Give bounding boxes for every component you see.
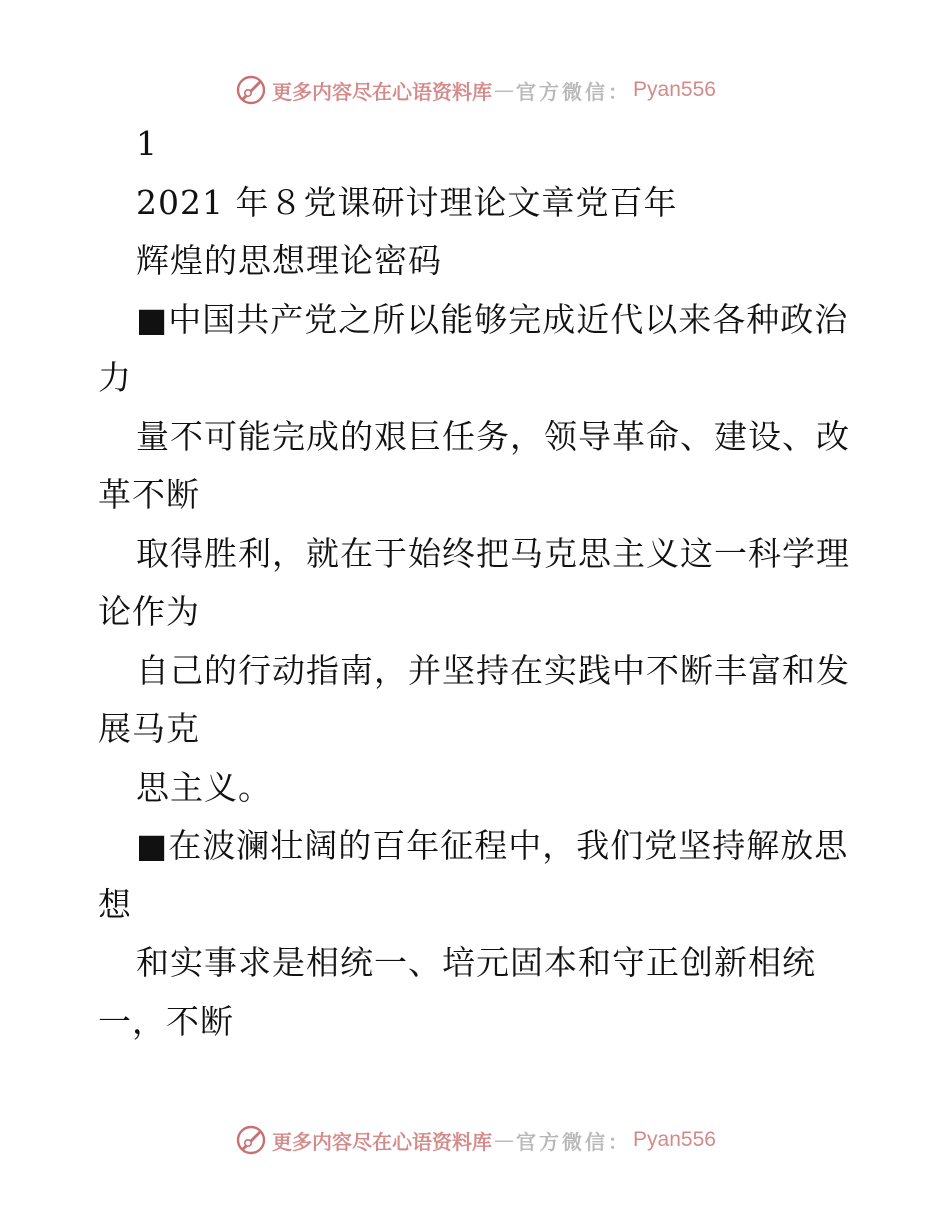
seal-pen-logo-icon bbox=[234, 73, 268, 107]
paragraph-1-line-2: 力 bbox=[98, 358, 132, 397]
watermark-dash: — bbox=[494, 1128, 515, 1152]
bullet-square-icon: ■ bbox=[136, 299, 169, 339]
paragraph-2-line-2: 想 bbox=[98, 884, 132, 924]
document-title-line-1: 2021 年８党课研讨理论文章党百年 bbox=[136, 182, 678, 222]
paragraph-1-line-8: 展马克 bbox=[98, 709, 200, 748]
paragraph-1-line-5: 取得胜利，就在于始终把马克思主义这一科学理 bbox=[136, 533, 850, 573]
watermark-official-label: 官方微信： bbox=[516, 1129, 632, 1154]
paragraph-text: 在波澜壮阔的百年征程中，我们党坚持解放思 bbox=[168, 826, 849, 865]
paragraph-1-line-3: 量不可能完成的艰巨任务，领导革命、建设、改 bbox=[136, 416, 850, 456]
seal-pen-logo-icon bbox=[234, 1123, 268, 1157]
footer-watermark bbox=[0, 1120, 950, 1160]
document-title-line-2: 辉煌的思想理论密码 bbox=[136, 241, 442, 280]
paragraph-1-line-7: 自己的行动指南，并坚持在实践中不断丰富和发 bbox=[136, 650, 850, 690]
watermark-dash: — bbox=[494, 78, 515, 102]
paragraph-1-line-4: 革不断 bbox=[98, 475, 200, 514]
document-body bbox=[98, 115, 858, 1051]
paragraph-2-line-1 bbox=[98, 817, 858, 876]
paragraph-text: 中国共产党之所以能够完成近代以来各种政治 bbox=[168, 299, 849, 339]
page-number: 1 bbox=[136, 124, 158, 163]
paragraph-1-line-1 bbox=[98, 291, 858, 350]
paragraph-1-line-9: 思主义。 bbox=[136, 767, 272, 807]
paragraph-2-line-3: 和实事求是相统一、培元固本和守正创新相统 bbox=[136, 943, 816, 982]
paragraph-2-line-4: 一，不断 bbox=[98, 1001, 234, 1041]
header-watermark bbox=[0, 70, 950, 110]
bullet-square-icon: ■ bbox=[136, 826, 169, 865]
watermark-wechat-id: Pyan556 bbox=[633, 1128, 716, 1151]
watermark-brand-text: 更多内容尽在心语资料库 bbox=[272, 79, 493, 104]
watermark-brand-text: 更多内容尽在心语资料库 bbox=[272, 1129, 493, 1154]
watermark-wechat-id: Pyan556 bbox=[633, 78, 716, 101]
watermark-official-label: 官方微信： bbox=[516, 79, 632, 104]
paragraph-1-line-6: 论作为 bbox=[98, 592, 200, 631]
